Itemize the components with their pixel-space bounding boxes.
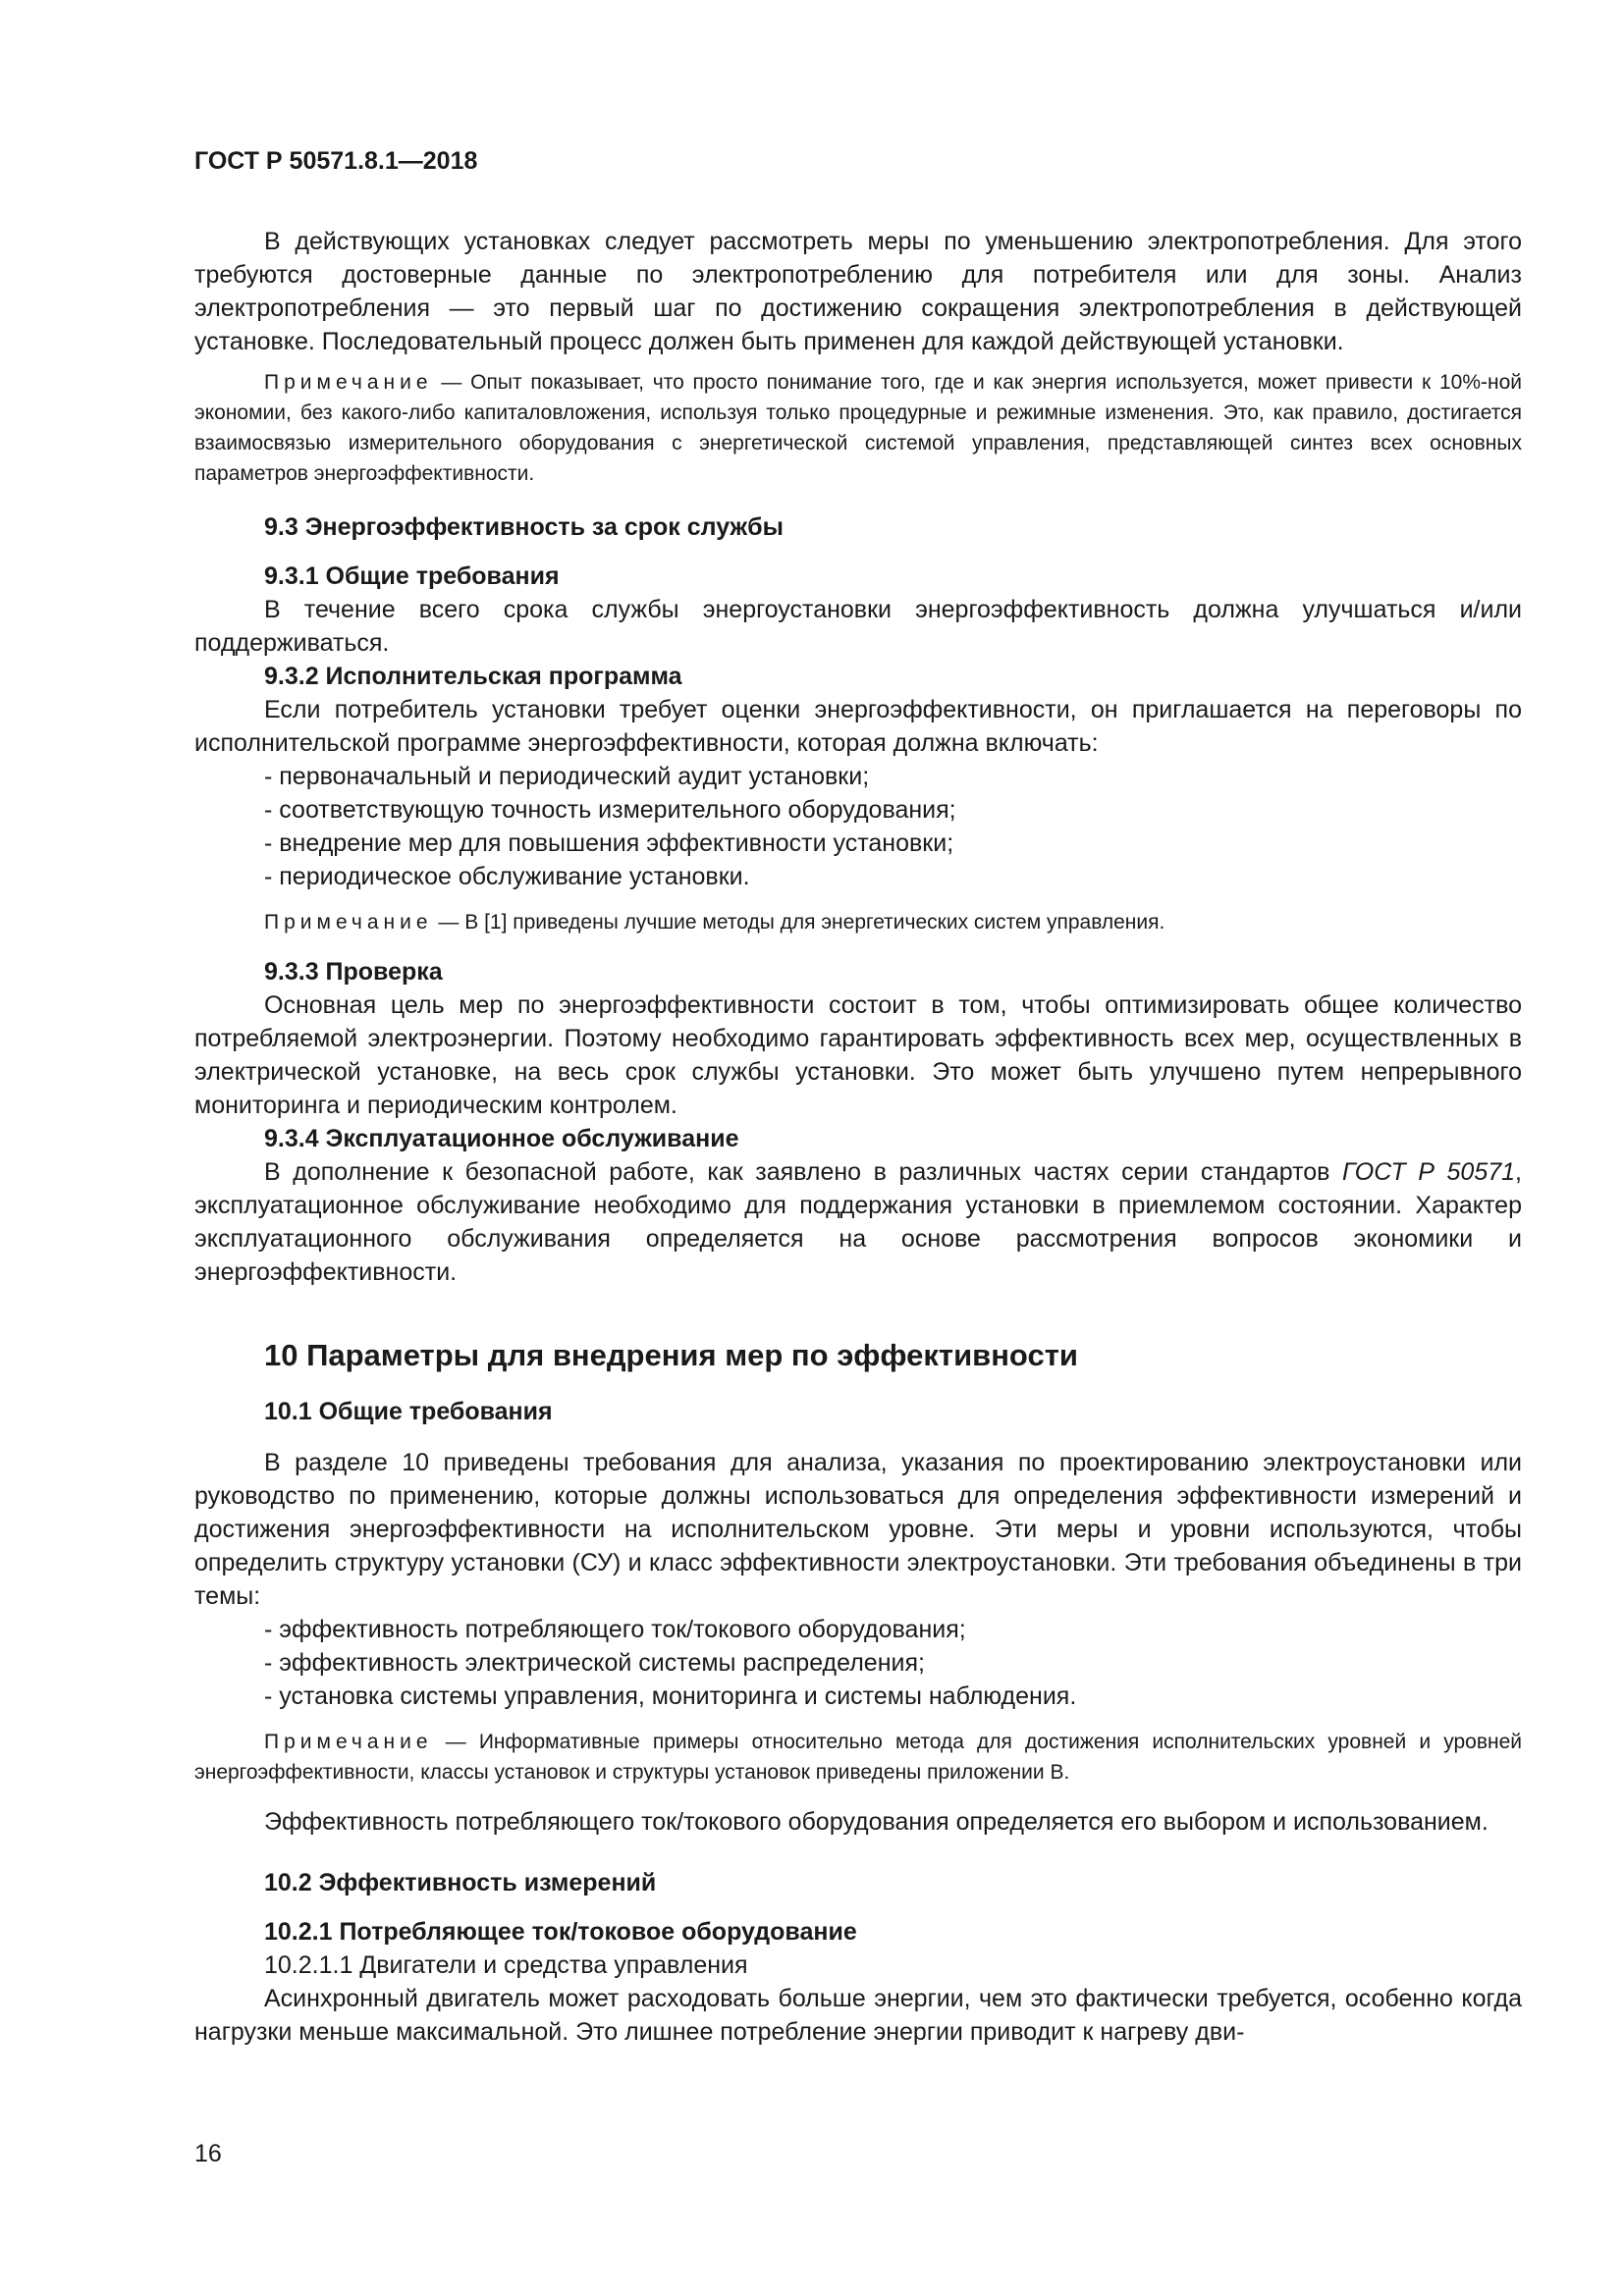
list-item: - эффективность потребляющего ток/токового оборудования; xyxy=(264,1616,966,1643)
section-9-3-title: 9.3 Энергоэффективность за срок службы xyxy=(264,513,784,541)
list-item: - соответствующую точность измерительного оборудования; xyxy=(264,796,956,824)
note-text: — Информативные примеры относительно метода для достижения исполнительских уровней и уровней энергоэффективности, классы установок и структуры установок приведены приложении В. xyxy=(194,1731,1522,1784)
section-9-3-2-note xyxy=(194,907,1522,937)
section-9-3-2-list xyxy=(194,760,1522,893)
section-9-3-4-title: 9.3.4 Эксплуатационное обслуживание xyxy=(264,1125,739,1152)
section-10-1-text: В разделе 10 приведены требования для анализа, указания по проектированию электроустановки или руководство по применению, которые должны использоваться для определения эффективности измерений и достижения энергоэффективности на исполнительском уровне. Эти меры и уровни используются, чтобы определить структуру установки (СУ) и класс эффективности электроустановки. Эти требования объединены в три темы: xyxy=(194,1449,1522,1610)
section-10-2-1-1-text: Асинхронный двигатель может расходовать больше энергии, чем это фактически требуется, особенно когда нагрузки меньше максимальной. Это лишнее потребление энергии приводит к нагреву дви- xyxy=(194,1985,1522,2046)
list-item: - внедрение мер для повышения эффективности установки; xyxy=(264,829,954,857)
text-part: В дополнение к безопасной работе, как заявлено в различных частях серии стандартов xyxy=(264,1158,1343,1186)
section-9-3-1-title: 9.3.1 Общие требования xyxy=(264,562,560,590)
section-9-3-3-title: 9.3.3 Проверка xyxy=(264,958,443,986)
intro-note xyxy=(194,367,1522,489)
text-part: , эксплуатационное обслуживание необходимо для поддержания установки в приемлемом состоянии. Характер эксплуатационного обслуживания определяется на основе рассмотрения вопросов экономики и энергоэффективности. xyxy=(194,1158,1522,1286)
standard-reference: ГОСТ Р 50571 xyxy=(1342,1158,1516,1186)
document-page xyxy=(194,147,1522,2049)
section-9-3-3-text: Основная цель мер по энергоэффективности состоит в том, чтобы оптимизировать общее количество потребляемой электроэнергии. Поэтому необходимо гарантировать эффективность всех мер, осуществленных в электрической установке, на весь срок службы установки. Это может быть улучшено путем непрерывного мониторинга и периодическим контролем. xyxy=(194,991,1522,1119)
section-10-1-note xyxy=(194,1727,1522,1788)
list-item: - установка системы управления, мониторинга и системы наблюдения. xyxy=(264,1682,1077,1710)
section-10-2-1-1-title: 10.2.1.1 Двигатели и средства управления xyxy=(264,1951,748,1979)
list-item: - первоначальный и периодический аудит установки; xyxy=(264,763,870,790)
section-9-3-2-text: Если потребитель установки требует оценки энергоэффективности, он приглашается на переговоры по исполнительской программе энергоэффективности, которая должна включать: xyxy=(194,696,1522,757)
note-label: Примечание xyxy=(264,1731,433,1753)
note-label: Примечание xyxy=(264,371,433,394)
page-number: 16 xyxy=(194,2140,222,2167)
section-10-1-list xyxy=(194,1613,1522,1713)
section-10-2-title: 10.2 Эффективность измерений xyxy=(264,1869,657,1896)
section-9-3-2-title: 9.3.2 Исполнительская программа xyxy=(264,663,682,690)
note-label: Примечание xyxy=(264,911,433,934)
note-text: — В [1] приведены лучшие методы для энергетических систем управления. xyxy=(432,911,1165,934)
note-text: — Опыт показывает, что просто понимание того, где и как энергия используется, может привести к 10%-ной экономии, без какого-либо капиталовложения, используя только процедурные и режимные изменения. Это, как правило, достигается взаимосвязью измерительного оборудования с энергетической системой управления, представляющей синтез всех основных параметров энергоэффективности. xyxy=(194,371,1522,485)
document-code: ГОСТ Р 50571.8.1—2018 xyxy=(194,147,478,175)
list-item: - эффективность электрической системы распределения; xyxy=(264,1649,925,1677)
section-10-title: 10 Параметры для внедрения мер по эффективности xyxy=(264,1338,1078,1372)
intro-paragraph: В действующих установках следует рассмотреть меры по уменьшению электропотребления. Для этого требуются достоверные данные по электропотреблению для потребителя или для зоны. Анализ электропотребления — это первый шаг по достижению сокращения электропотребления в действующей установке. Последовательный процесс должен быть применен для каждой действующей установки. xyxy=(194,228,1522,355)
section-10-1-title: 10.1 Общие требования xyxy=(264,1398,553,1425)
section-9-3-1-text: В течение всего срока службы энергоустановки энергоэффективность должна улучшаться и/или поддерживаться. xyxy=(194,596,1522,657)
section-9-3-4-text xyxy=(194,1155,1522,1289)
list-item: - периодическое обслуживание установки. xyxy=(264,863,750,890)
section-10-2-1-title: 10.2.1 Потребляющее ток/токовое оборудование xyxy=(264,1918,857,1946)
section-10-1-text-2: Эффективность потребляющего ток/токового оборудования определяется его выбором и использованием. xyxy=(264,1808,1489,1836)
